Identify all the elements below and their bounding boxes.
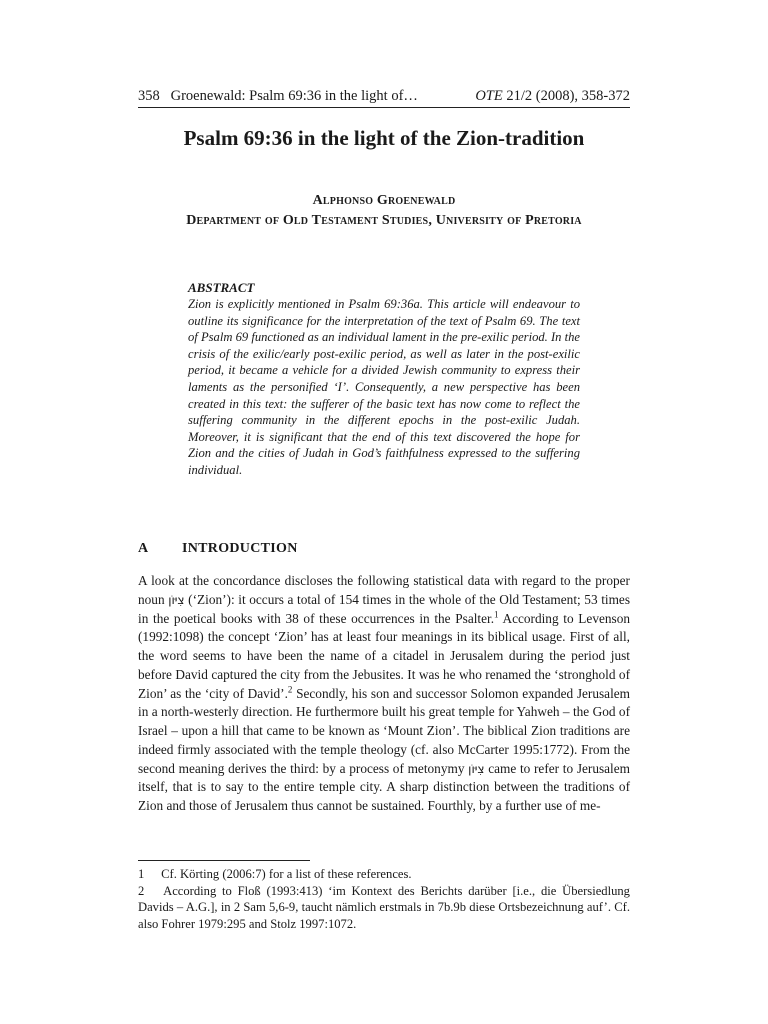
page-number: 358 — [138, 88, 160, 104]
header-rule — [138, 107, 630, 108]
footnote-number: 1 — [138, 867, 145, 881]
footnote-text: Cf. Körting (2006:7) for a list of these references. — [161, 867, 412, 881]
section-letter: A — [138, 541, 149, 556]
body-text-1: A look at the concordance discloses the following statistical data with regard to the proper noun — [138, 573, 630, 607]
body-paragraph — [138, 572, 630, 816]
body-text-2: (‘Zion’): it occurs a total of 154 times in the whole of the Old Testament; 53 times in the poetical books with 38 of these occurrences in the Psalter. — [138, 591, 630, 626]
footnote-rule — [138, 860, 310, 861]
footnote-ref-1[interactable]: 1 — [494, 609, 499, 620]
footnotes — [138, 866, 630, 932]
hebrew-word-zion: צִיּוֹן — [168, 592, 185, 607]
journal-name: OTE — [475, 88, 503, 104]
abstract-heading: ABSTRACT — [188, 280, 255, 295]
section-heading — [138, 541, 298, 557]
author-name: Alphonso Groenewald — [312, 193, 456, 208]
journal-reference — [475, 88, 630, 105]
footnote-2 — [138, 883, 630, 933]
short-title: Groenewald: Psalm 69:36 in the light of… — [170, 88, 418, 104]
running-title — [138, 88, 418, 105]
body-text-4: Secondly, his son and successor Solomon expanded Jerusalem in a north-westerly direction. He furthermore built his great temple for Yahweh – the God of Israel – upon a hill that came to be known as ‘Mount Zion’. The biblical Zion traditions are indeed firmly associated with the temple theology (cf. also McCarter 1995:1772). From the second meaning derives the third: by a process of metonymy — [138, 685, 631, 776]
footnote-1 — [138, 866, 630, 883]
footnote-text: According to Floß (1993:413) ‘im Kontext des Berichts darüber [i.e., die Übersiedlung Davids – A.G.], in 2 Sam 5,6-9, taucht nämlich erstmals in 7b.9b diese Ortsbezeichnung auf’. Cf. also Fohrer 1979:295 and Stolz 1997:1072. — [138, 883, 630, 931]
body-text-5: came to refer to Jerusalem itself, that is to say to the entire temple city. A sharp distinction between the traditions of Zion and those of Jerusalem thus cannot be sustained. Fourthly, by a further use of me- — [138, 760, 630, 813]
footnote-ref-2[interactable]: 2 — [287, 684, 293, 695]
hebrew-word-zion-2: צִיּוֹן — [468, 761, 485, 776]
abstract-text: Zion is explicitly mentioned in Psalm 69:36a. This article will endeavour to outline its significance for the interpretation of the text of Psalm 69. The text of Psalm 69 functioned as an individual lament in the pre-exilic period. In the crisis of the exilic/early post-exilic period, as well as later in the post-exilic period, it became a vehicle for a divided Jewish community to express their laments as the personified ‘I’. Consequently, a new perspective has been created in this text: the sufferer of the basic text has now come to reflect the suffering community in the different epochs in the post-exilic Judah. Moreover, it is significant that the end of this text discovered the hope for Zion and the cities of Judah in God’s faithfulness expressed to the suffering individual. — [188, 297, 580, 477]
footnote-number: 2 — [138, 883, 145, 898]
article-title: Psalm 69:36 in the light of the Zion-tradition — [183, 126, 585, 150]
section-title: INTRODUCTION — [182, 541, 298, 556]
journal-volume: 21/2 (2008), 358-372 — [506, 88, 630, 104]
running-header — [138, 88, 630, 105]
author-affiliation: Department of Old Testament Studies, University of Pretoria — [186, 213, 582, 228]
body-text-3: According to Levenson (1992:1098) the concept ‘Zion’ has at least four meanings in its biblical usage. First of all, the word seems to have been the name of a citadel in Jerusalem during the period just before David captured the city from the Jebusites. It was he who renamed the ‘stronghold of Zion’ as the ‘city of David’. — [138, 610, 630, 701]
